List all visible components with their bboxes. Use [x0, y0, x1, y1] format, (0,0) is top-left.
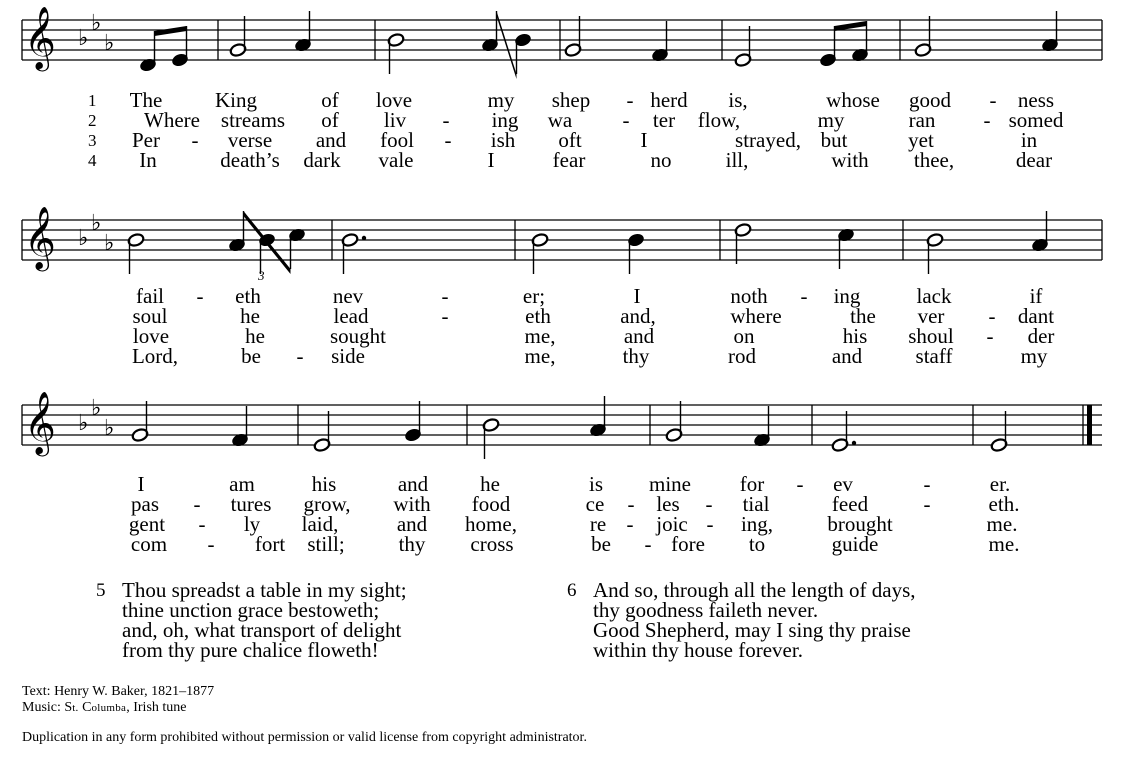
augmentation-dot: [362, 236, 366, 240]
hyphen: -: [207, 532, 215, 556]
lyric-syllable: ing: [833, 284, 861, 308]
lyric-syllable: ing,: [740, 512, 774, 536]
lyric-syllable: in: [1020, 128, 1038, 152]
stanza-line: from thy pure chalice floweth!: [122, 638, 379, 662]
lyric-syllable: laid,: [301, 512, 339, 536]
lyric-syllable: liv: [383, 108, 407, 132]
lyric-syllable: and: [397, 472, 429, 496]
flat-icon: ♭: [78, 26, 89, 51]
verse-number: 3: [88, 131, 97, 150]
treble-clef-icon: 𝄞: [24, 206, 56, 269]
lyric-syllable: love: [132, 324, 170, 348]
lyric-syllable: brought: [827, 512, 893, 536]
hyphen: -: [442, 108, 450, 132]
lyric-syllable: me.: [988, 532, 1020, 556]
lyric-syllable: thy: [398, 532, 426, 556]
music-suffix: , Irish tune: [126, 700, 187, 715]
lyric-syllable: good: [909, 88, 951, 112]
hyphen: -: [191, 128, 199, 152]
hyphen: -: [706, 512, 714, 536]
hyphen: -: [626, 512, 634, 536]
lyric-syllable: ran: [908, 108, 936, 132]
lyric-syllable: wa: [547, 108, 573, 132]
verse-number: 2: [88, 111, 97, 130]
lyric-syllable: lack: [916, 284, 952, 308]
flat-icon: ♭: [78, 411, 89, 436]
lyric-syllable: eth: [235, 284, 261, 308]
stanza-line: And so, through all the length of days,: [593, 578, 916, 602]
lyric-syllable: and: [831, 344, 863, 368]
text-credit: Text: Henry W. Baker, 1821–1877: [22, 684, 215, 699]
flat-icon: ♭: [104, 31, 115, 56]
verse-number: 4: [88, 151, 97, 170]
lyric-syllable: ver: [917, 304, 945, 328]
lyric-syllable: the: [850, 304, 876, 328]
lyric-syllable: lead: [333, 304, 369, 328]
lyric-syllable: Per: [132, 128, 160, 152]
lyric-syllable: love: [375, 88, 413, 112]
lyric-syllable: verse: [227, 128, 273, 152]
lyric-syllable: my: [1020, 344, 1048, 368]
flat-icon: ♭: [91, 11, 102, 36]
lyric-syllable: ly: [243, 512, 261, 536]
flat-icon: ♭: [91, 211, 102, 236]
stanza-number: 6: [567, 580, 577, 601]
lyric-syllable: thee,: [913, 148, 955, 172]
lyric-syllable: dear: [1015, 148, 1053, 172]
lyric-syllable: food: [471, 492, 511, 516]
lyric-syllable: pas: [131, 492, 159, 516]
lyric-syllable: somed: [1008, 108, 1064, 132]
lyric-syllable: be: [241, 344, 261, 368]
lyric-syllable: les: [656, 492, 680, 516]
lyric-syllable: tures: [230, 492, 272, 516]
lyric-syllable: com: [130, 532, 168, 556]
lyric-syllable: I: [487, 148, 495, 172]
hyphen: -: [627, 492, 635, 516]
lyric-syllable: ness: [1017, 88, 1055, 112]
flat-icon: ♭: [91, 396, 102, 421]
music-prefix: Music:: [22, 700, 65, 715]
lyric-syllable: The: [129, 88, 163, 112]
lyric-syllable: In: [139, 148, 157, 172]
lyric-syllable: his: [311, 472, 337, 496]
tune-name-rest: olumba: [91, 702, 127, 714]
lyric-syllable: death’s: [220, 148, 280, 172]
hyphen: -: [983, 108, 991, 132]
lyric-syllable: no: [650, 148, 672, 172]
lyric-syllable: I: [137, 472, 145, 496]
lyric-syllable: soul: [132, 304, 168, 328]
copyright-notice: Duplication in any form prohibited without permission or valid license from copyright administrator.: [22, 730, 587, 745]
lyric-syllable: er;: [522, 284, 546, 308]
lyric-syllable: Lord,: [131, 344, 179, 368]
flat-icon: ♭: [104, 416, 115, 441]
lyric-syllable: and: [396, 512, 428, 536]
lyric-syllable: flow,: [697, 108, 741, 132]
lyric-syllable: me,: [524, 324, 556, 348]
lyric-syllable: his: [842, 324, 868, 348]
hyphen: -: [705, 492, 713, 516]
lyric-syllable: to: [748, 532, 766, 556]
augmentation-dot: [852, 441, 856, 445]
lyric-syllable: and: [623, 324, 655, 348]
lyric-syllable: be: [591, 532, 611, 556]
lyric-syllable: dark: [303, 148, 341, 172]
lyric-syllable: ill,: [725, 148, 749, 172]
stanza-line: thy goodness faileth never.: [593, 598, 819, 622]
beam: [155, 26, 187, 36]
lyric-syllable: me.: [986, 512, 1018, 536]
hyphen: -: [198, 512, 206, 536]
lyric-syllable: eth: [525, 304, 551, 328]
lyric-syllable: if: [1029, 284, 1043, 308]
tune-name-cap: S: [64, 700, 73, 715]
lyric-syllable: I: [640, 128, 648, 152]
lyric-syllable: rod: [728, 344, 756, 368]
lyric-syllable: grow,: [303, 492, 351, 516]
lyric-syllable: ish: [490, 128, 516, 152]
lyric-syllable: and,: [620, 304, 656, 328]
stanza-number: 5: [96, 580, 106, 601]
lyric-syllable: fore: [671, 532, 705, 556]
hyphen: -: [986, 324, 994, 348]
lyric-syllable: fort: [254, 532, 286, 556]
lyric-syllable: with: [393, 492, 431, 516]
final-barline-thick: [1087, 405, 1092, 445]
lyric-syllable: I: [633, 284, 641, 308]
hyphen: -: [923, 472, 931, 496]
stanza-line: Good Shepherd, may I sing thy praise: [593, 618, 911, 642]
hyphen: -: [800, 284, 808, 308]
lyric-syllable: he: [480, 472, 500, 496]
lyric-syllable: oft: [558, 128, 582, 152]
lyric-syllable: side: [331, 344, 365, 368]
lyric-syllable: staff: [915, 344, 953, 368]
stanza-line: thine unction grace bestoweth;: [122, 598, 380, 622]
lyric-syllable: shep: [551, 88, 591, 112]
lyric-syllable: home,: [465, 512, 517, 536]
hyphen: -: [923, 492, 931, 516]
stanza-line: and, oh, what transport of delight: [122, 618, 402, 642]
lyric-syllable: Where: [144, 108, 200, 132]
tune-name-rest: t.: [72, 702, 79, 714]
lyric-syllable: tial: [742, 492, 770, 516]
lyric-syllable: whose: [826, 88, 880, 112]
hyphen: -: [796, 472, 804, 496]
lyric-syllable: eth.: [988, 492, 1020, 516]
lyric-syllable: sought: [329, 324, 387, 348]
lyric-syllable: my: [487, 88, 515, 112]
lyric-syllable: where: [730, 304, 782, 328]
lyric-syllable: re: [589, 512, 607, 536]
lyric-syllable: still;: [307, 532, 345, 556]
lyric-syllable: joic: [656, 512, 688, 536]
lyric-syllable: shoul: [908, 324, 954, 348]
hyphen: -: [444, 128, 452, 152]
lyric-syllable: yet: [908, 128, 934, 152]
lyric-syllable: of: [321, 88, 339, 112]
lyric-syllable: fool: [380, 128, 414, 152]
lyric-syllable: but: [820, 128, 848, 152]
music-credit: [22, 700, 187, 716]
stanza-5: [96, 578, 407, 662]
lyric-syllable: for: [739, 472, 765, 496]
lyric-syllable: he: [240, 304, 260, 328]
treble-clef-icon: 𝄞: [24, 391, 56, 454]
lyric-syllable: ing: [491, 108, 519, 132]
tune-name-cap: C: [82, 700, 92, 715]
lyric-syllable: ev: [833, 472, 853, 496]
treble-clef-icon: 𝄞: [24, 6, 56, 69]
hyphen: -: [441, 284, 449, 308]
stanza-6: [567, 578, 916, 662]
lyric-syllable: fear: [552, 148, 586, 172]
verse-number: 1: [88, 91, 97, 110]
stanza-line: Thou spreadst a table in my sight;: [122, 578, 407, 602]
lyric-syllable: dant: [1017, 304, 1055, 328]
lyric-syllable: fail: [136, 284, 164, 308]
lyric-syllable: gent: [128, 512, 166, 536]
hyphen: -: [196, 284, 204, 308]
lyric-syllable: mine: [649, 472, 691, 496]
lyric-syllable: vale: [378, 148, 414, 172]
flat-icon: ♭: [104, 231, 115, 256]
tuplet-number: 3: [258, 268, 265, 283]
lyric-syllable: ce: [585, 492, 605, 516]
hyphen: -: [296, 344, 304, 368]
hyphen: -: [988, 304, 996, 328]
hyphen: -: [644, 532, 652, 556]
hyphen: -: [622, 108, 630, 132]
hyphen: -: [193, 492, 201, 516]
lyric-syllable: on: [733, 324, 755, 348]
lyric-syllable: he: [245, 324, 265, 348]
stanza-line: within thy house forever.: [593, 638, 803, 662]
lyric-syllable: herd: [650, 88, 688, 112]
lyric-syllable: and: [315, 128, 347, 152]
beam: [497, 11, 517, 79]
lyric-syllable: King: [215, 88, 257, 112]
lyric-syllable: guide: [831, 532, 879, 556]
hyphen: -: [441, 304, 449, 328]
lyric-syllable: with: [831, 148, 869, 172]
lyric-syllable: is: [588, 472, 604, 496]
lyric-syllable: er.: [989, 472, 1011, 496]
lyric-syllable: strayed,: [735, 128, 801, 152]
lyric-syllable: me,: [524, 344, 556, 368]
lyric-syllable: of: [321, 108, 339, 132]
hyphen: -: [626, 88, 634, 112]
lyric-syllable: ter: [652, 108, 676, 132]
lyric-syllable: is,: [728, 88, 748, 112]
lyric-syllable: nev: [332, 284, 364, 308]
lyric-syllable: noth: [730, 284, 768, 308]
lyric-syllable: am: [229, 472, 255, 496]
lyric-syllable: cross: [470, 532, 514, 556]
lyric-syllable: streams: [220, 108, 286, 132]
hyphen: -: [989, 88, 997, 112]
lyric-syllable: feed: [831, 492, 869, 516]
lyric-syllable: der: [1027, 324, 1055, 348]
flat-icon: ♭: [78, 226, 89, 251]
lyric-syllable: my: [817, 108, 845, 132]
lyric-syllable: thy: [622, 344, 650, 368]
